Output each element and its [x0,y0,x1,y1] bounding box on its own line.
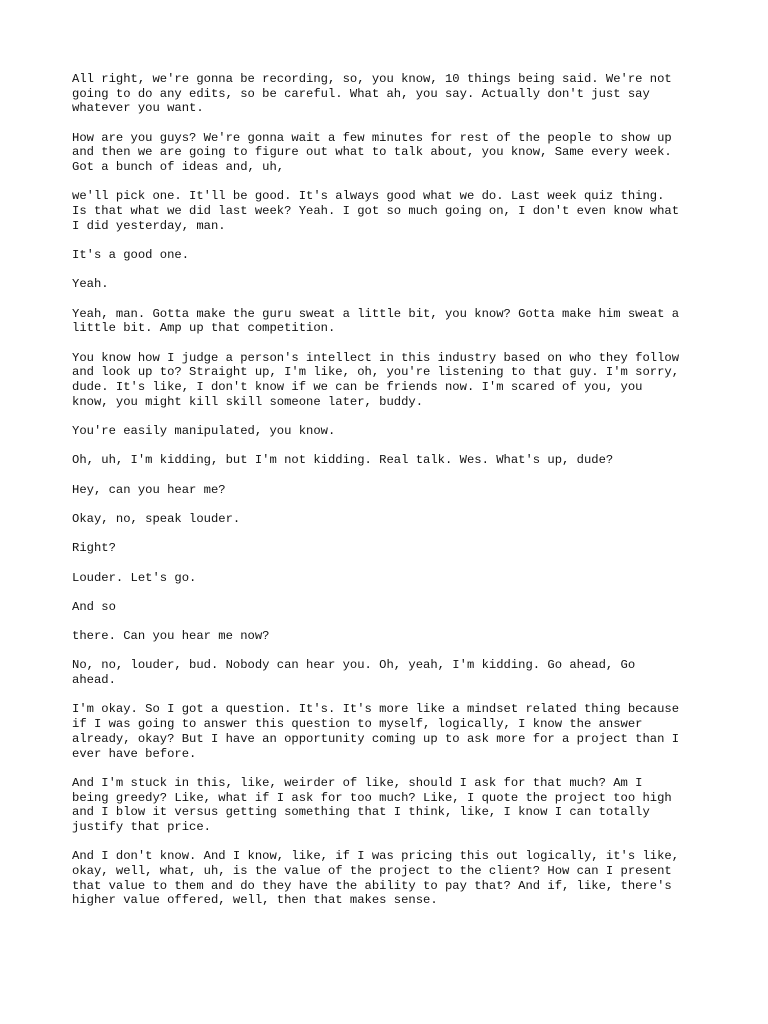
paragraph-9: Oh, uh, I'm kidding, but I'm not kidding. Real talk. Wes. What's up, dude? [72,453,614,468]
paragraph-13: Louder. Let's go. [72,570,197,585]
paragraph-12: Right? [72,541,116,556]
paragraph-11: Okay, no, speak louder. [72,512,241,526]
paragraph-14: And so [72,599,116,614]
paragraph-4: It's a good one. [72,248,190,263]
paragraph-8: You're easily manipulated, you know. [72,424,336,439]
paragraph-16: No, no, louder, bud. Nobody can hear you. Oh, yeah, I'm kidding. Go ahead, Go ahead. [72,658,636,688]
paragraph-10: Hey, can you hear me? [72,482,226,497]
paragraph-19: And I don't know. And I know, like, if I was pricing this out logically, it's like, okay, well, what, uh, is the value of the project to the client? How can I present that value to them and do they have the ability to pay that? And if, like, there's higher value offered, well, then that makes sense. [72,849,680,908]
paragraph-15: there. Can you hear me now? [72,629,270,644]
paragraph-17: I'm okay. So I got a question. It's. It's more like a mindset related thing because if I was going to answer this question to myself, logically, I know the answer already, okay? But I have an opportunity coming up to ask more for a project than I ever have before. [72,702,680,761]
paragraph-1: All right, we're gonna be recording, so, you know, 10 things being said. We're not going to do any edits, so be careful. What ah, you say. Actually don't just say whatever you want. [72,72,672,116]
paragraph-5: Yeah. [72,277,109,292]
paragraph-6: Yeah, man. Gotta make the guru sweat a little bit, you know? Gotta make him sweat a little bit. Amp up that competition. [72,306,680,336]
paragraph-2: How are you guys? We're gonna wait a few minutes for rest of the people to show up and then we are going to figure out what to talk about, you know, Same every week. Got a bunch of ideas and, uh, [72,130,672,175]
paragraph-18: And I'm stuck in this, like, weirder of like, should I ask for that much? Am I being greedy? Like, what if I ask for too much? Like, I quote the project too high and I blow it versus getting something that I think, like, I know I can totally justify that price. [72,775,672,834]
paragraph-3: we'll pick one. It'll be good. It's always good what we do. Last week quiz thing. Is that what we did last week? Yeah. I got so much going on, I don't even know what I did yesterday, man. [72,189,680,233]
paragraph-7: You know how I judge a person's intellect in this industry based on who they follow and look up to? Straight up, I'm like, oh, you're listening to that guy. I'm sorry, dude. It's like, I don't know if we can be friends now. I'm scared of you, you know, you might kill skill someone later, buddy. [72,350,680,409]
document-page [72,72,712,923]
